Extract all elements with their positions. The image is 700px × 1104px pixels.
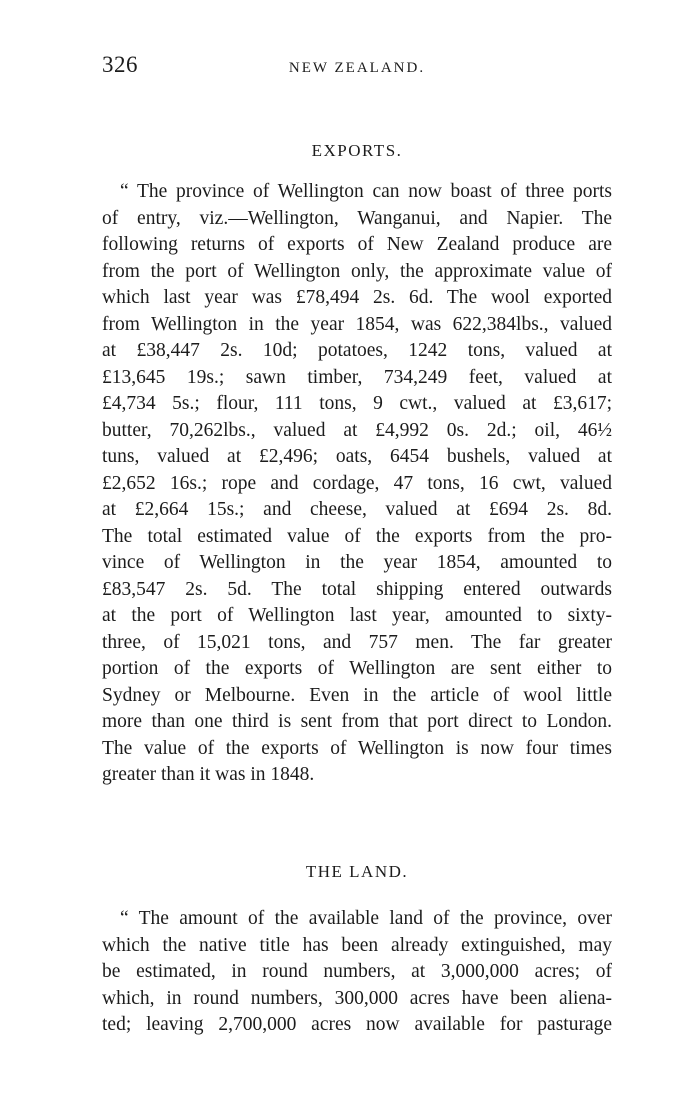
page-header bbox=[102, 52, 612, 82]
text-line: £4,734 5s.; flour, 111 tons, 9 cwt., valued at £3,617; bbox=[102, 393, 612, 414]
text-line: more than one third is sent from that port direct to London. bbox=[102, 711, 612, 732]
paragraph-the-land bbox=[102, 906, 612, 1039]
text-line: from Wellington in the year 1854, was 622,384lbs., valued bbox=[102, 313, 612, 335]
text-line: The total estimated value of the exports from the pro- bbox=[102, 525, 612, 547]
text-line: of entry, viz.—Wellington, Wanganui, and Napier. The bbox=[102, 207, 612, 229]
paragraph-exports bbox=[102, 179, 612, 789]
text-line: £13,645 19s.; sawn timber, 734,249 feet, valued at bbox=[102, 366, 612, 388]
text-line: vince of Wellington in the year 1854, amounted to bbox=[102, 552, 612, 573]
running-title: NEW ZEALAND. bbox=[288, 60, 426, 76]
text-line: “ The province of Wellington can now boast of three ports bbox=[120, 181, 612, 202]
text-line: portion of the exports of Wellington are sent either to bbox=[102, 658, 612, 679]
text-line: ted; leaving 2,700,000 acres now available for pasturage bbox=[102, 1014, 612, 1035]
text-line: at £38,447 2s. 10d; potatoes, 1242 tons, valued at bbox=[102, 340, 612, 361]
text-line: The value of the exports of Wellington is now four times bbox=[102, 737, 612, 759]
text-line: Sydney or Melbourne. Even in the article of wool little bbox=[102, 684, 612, 706]
text-line: greater than it was in 1848. bbox=[102, 764, 315, 785]
text-line: which, in round numbers, 300,000 acres have been aliena- bbox=[102, 987, 612, 1009]
text-line: £2,652 16s.; rope and cordage, 47 tons, 16 cwt, valued bbox=[102, 472, 612, 494]
text-line: which last year was £78,494 2s. 6d. The wool exported bbox=[102, 287, 612, 308]
text-line: at £2,664 15s.; and cheese, valued at £694 2s. 8d. bbox=[102, 499, 612, 520]
page-number: 326 bbox=[102, 52, 138, 77]
section-heading-exports: EXPORTS. bbox=[311, 141, 403, 160]
text-line: £83,547 2s. 5d. The total shipping entered outwards bbox=[102, 578, 612, 600]
text-line: at the port of Wellington last year, amounted to sixty- bbox=[102, 605, 612, 626]
text-line: tuns, valued at £2,496; oats, 6454 bushels, valued at bbox=[102, 446, 612, 467]
text-line: three, of 15,021 tons, and 757 men. The far greater bbox=[102, 631, 612, 653]
text-line: following returns of exports of New Zealand produce are bbox=[102, 234, 612, 255]
text-line: from the port of Wellington only, the approximate value of bbox=[102, 260, 612, 282]
text-line: be estimated, in round numbers, at 3,000,000 acres; of bbox=[102, 961, 612, 982]
text-line: butter, 70,262lbs., valued at £4,992 0s. 2d.; oil, 46½ bbox=[102, 419, 612, 441]
text-line: which the native title has been already extinguished, may bbox=[102, 934, 612, 956]
section-heading-the-land: THE LAND. bbox=[305, 862, 409, 881]
text-line: “ The amount of the available land of the province, over bbox=[120, 908, 612, 929]
